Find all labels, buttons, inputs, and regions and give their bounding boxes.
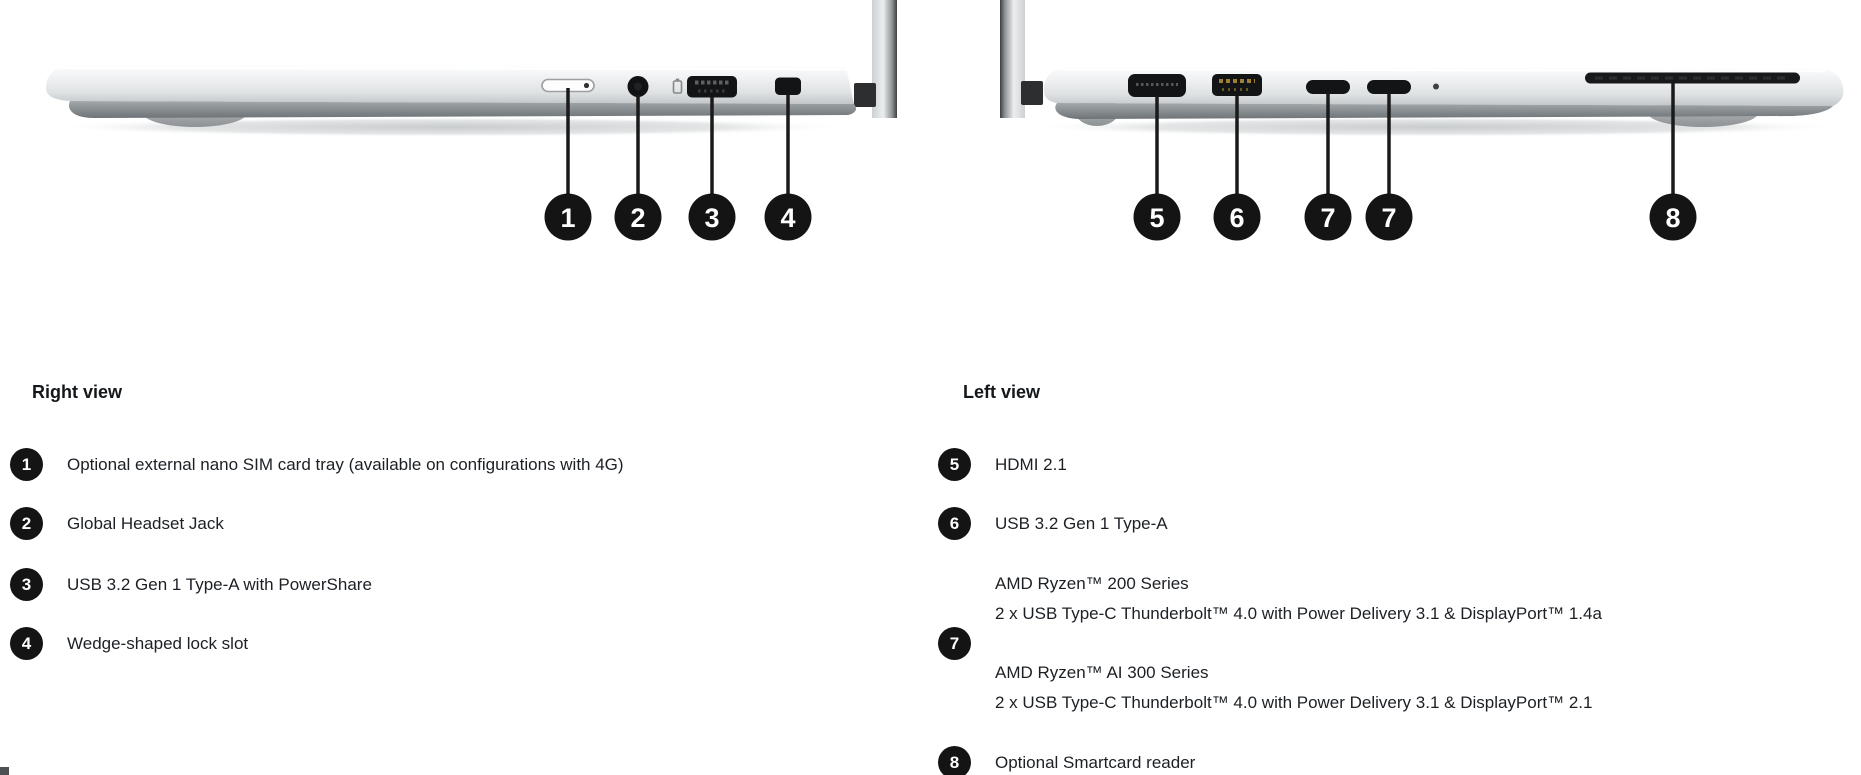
laptop-left-view-illustration [985, 0, 1861, 250]
legend-badge-4: 4 [10, 627, 43, 660]
usb-c-port-icon [1306, 80, 1350, 94]
legend-text-5: HDMI 2.1 [995, 454, 1067, 474]
smartcard-slot-icon [1585, 73, 1800, 84]
legend-item-4 [10, 627, 248, 660]
callout-7b [1366, 194, 1413, 241]
legend-badge-7: 7 [938, 627, 971, 660]
legend-item-6 [938, 507, 1168, 540]
hdmi-port-icon [1128, 74, 1186, 97]
headset-jack-icon [628, 76, 649, 97]
legend-text-8: Optional Smartcard reader [995, 752, 1196, 772]
callout-8-number: 8 [1665, 203, 1681, 233]
legend-text-3: USB 3.2 Gen 1 Type-A with PowerShare [67, 574, 372, 594]
legend-item-2 [10, 507, 224, 540]
lock-slot-icon [775, 78, 801, 96]
legend-badge-6: 6 [938, 507, 971, 540]
legend-text-7-block-1 [995, 569, 1602, 629]
callout-1 [545, 194, 592, 241]
right-view-heading: Right view [32, 382, 123, 402]
callout-4-number: 4 [780, 203, 796, 233]
callout-2-number: 2 [630, 203, 646, 233]
callout-7b-number: 7 [1381, 203, 1397, 233]
legend-text-7-block-2 [995, 658, 1592, 718]
legend-item-5 [938, 448, 1067, 481]
callout-3-number: 3 [704, 203, 720, 233]
callout-4 [765, 194, 812, 241]
legend-text-7-detail-2: 2 x USB Type-C Thunderbolt™ 4.0 with Power Delivery 3.1 & DisplayPort™ 2.1 [995, 693, 1593, 712]
callout-1-number: 1 [560, 203, 576, 233]
legend-text-6: USB 3.2 Gen 1 Type-A [995, 513, 1168, 533]
left-view-heading: Left view [963, 382, 1041, 402]
callout-6 [1214, 194, 1261, 241]
laptop-right-view-illustration [30, 0, 910, 250]
legend-text-4: Wedge-shaped lock slot [67, 633, 249, 653]
legend-text-7-title-1: AMD Ryzen™ 200 Series [995, 574, 1189, 593]
legend-text-7-title-2: AMD Ryzen™ AI 300 Series [995, 663, 1209, 682]
legend-badge-5: 5 [938, 448, 971, 481]
legend-text-2: Global Headset Jack [67, 513, 224, 533]
usb-a-port-icon [1212, 74, 1262, 96]
corner-artifact [0, 767, 9, 775]
hinge [1021, 81, 1043, 105]
legend-badge-2: 2 [10, 507, 43, 540]
legend-text-1: Optional external nano SIM card tray (available on configurations with 4G) [67, 454, 624, 474]
callout-7a-number: 7 [1320, 203, 1336, 233]
usb-c-port-icon [1367, 80, 1411, 94]
legend-item-3 [10, 568, 372, 601]
callout-2 [615, 194, 662, 241]
callout-3 [689, 194, 736, 241]
pinhole-dot [1433, 84, 1439, 90]
callout-7a [1305, 194, 1352, 241]
legend-text-7-detail-1: 2 x USB Type-C Thunderbolt™ 4.0 with Power Delivery 3.1 & DisplayPort™ 1.4a [995, 604, 1602, 623]
callout-8 [1650, 194, 1697, 241]
usb-a-port-icon [687, 76, 737, 98]
callout-5-number: 5 [1149, 203, 1165, 233]
callout-6-number: 6 [1229, 203, 1245, 233]
callout-5 [1134, 194, 1181, 241]
legend-item-1 [10, 448, 624, 481]
legend-item-8 [938, 746, 1195, 775]
legend-badge-1: 1 [10, 448, 43, 481]
laptop-top-highlight [56, 68, 848, 69]
legend-badge-8: 8 [938, 746, 971, 775]
hinge [854, 83, 876, 107]
legend-badge-3: 3 [10, 568, 43, 601]
